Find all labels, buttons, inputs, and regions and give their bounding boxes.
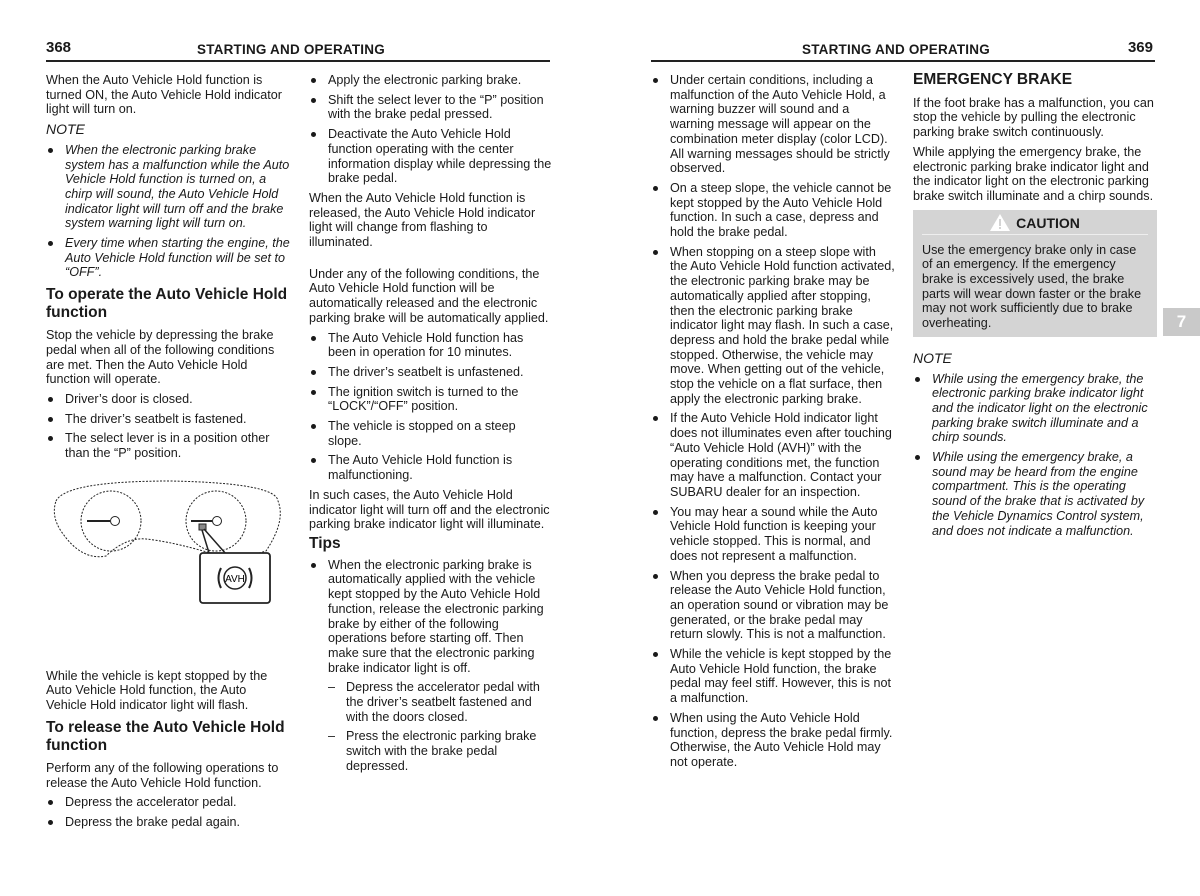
column-4 bbox=[913, 73, 1157, 543]
paragraph: While applying the emergency brake, the electronic parking brake indicator light and the indicator light on the electronic parking brake switch illuminate and a chirp sounds. bbox=[913, 144, 1154, 203]
paragraph: When the Auto Vehicle Hold function is released, the Auto Vehicle Hold indicator light will change from flashing to illuminated. bbox=[309, 190, 536, 250]
bullet-item: The driver’s seatbelt is fastened. bbox=[46, 412, 290, 427]
section-heading: EMERGENCY BRAKE bbox=[913, 71, 1073, 88]
bullet-item: When you depress the brake pedal to release the Auto Vehicle Hold function, an operation sound or vibration may be generated, or the brake pedal may return slowly. This is not a malfunction. bbox=[651, 569, 895, 643]
warning-icon bbox=[990, 214, 1010, 231]
bullet-item: The select lever is in a position other than the “P” position. bbox=[46, 431, 290, 460]
paragraph: When the Auto Vehicle Hold function is turned ON, the Auto Vehicle Hold indicator light will turn on. bbox=[46, 73, 282, 117]
caution-header bbox=[922, 214, 1148, 235]
chapter-title: STARTING AND OPERATING bbox=[802, 42, 990, 57]
bullet-item: The vehicle is stopped on a steep slope. bbox=[309, 419, 552, 448]
instrument-cluster-illustration bbox=[46, 471, 290, 649]
bullet-item: Apply the electronic parking brake. bbox=[309, 73, 552, 88]
bullet-item: Under certain conditions, including a malfunction of the Auto Vehicle Hold, a warning buzzer will sound and a warning message will appear on the combination meter display (color LCD). All warning messages should be strictly observed. bbox=[651, 73, 895, 176]
dash-item: – Press the electronic parking brake switch with the brake pedal depressed. bbox=[309, 729, 552, 773]
avh-icon-label: AVH bbox=[225, 573, 245, 585]
section-heading: To operate the Auto Vehicle Hold function bbox=[46, 286, 288, 322]
bullet-item: If the Auto Vehicle Hold indicator light does not illuminates even after touching “Auto Vehicle Hold (AVH)” with the operating conditions met, the function may have a malfunction. Contact your SUBARU dealer for an inspection. bbox=[651, 411, 895, 499]
bullet-item: Driver’s door is closed. bbox=[46, 392, 290, 407]
bullet-item: Depress the accelerator pedal. bbox=[46, 795, 290, 810]
tips-heading: Tips bbox=[309, 534, 341, 552]
spacer bbox=[309, 255, 552, 267]
avh-indicator-diagram bbox=[46, 471, 290, 649]
bullet-item: Shift the select lever to the “P” position with the brake pedal pressed. bbox=[309, 93, 552, 122]
page-number: 369 bbox=[1127, 39, 1153, 56]
note-label: NOTE bbox=[913, 349, 952, 366]
section-tab: 7 bbox=[1163, 308, 1200, 336]
dash-item: – Depress the accelerator pedal with the driver’s seatbelt fastened and with the doors closed. bbox=[309, 680, 552, 724]
column-3 bbox=[651, 73, 895, 775]
right-page-header bbox=[651, 38, 1155, 62]
note-bullet: While using the emergency brake, a sound may be heard from the engine compartment. This is the operating sound of the brake that is activated by the Vehicle Dynamics Control system, and does not indicate a malfunction. bbox=[913, 450, 1157, 538]
chapter-title: STARTING AND OPERATING bbox=[197, 42, 385, 57]
paragraph: Under any of the following conditions, the Auto Vehicle Hold function will be automatically released and the electronic parking brake will be automatically applied. bbox=[309, 266, 549, 325]
bullet-item: The ignition switch is turned to the “LOCK”/“OFF” position. bbox=[309, 385, 552, 414]
bullet-item: The driver’s seatbelt is unfastened. bbox=[309, 365, 552, 380]
column-2 bbox=[309, 73, 552, 779]
bullet-item: While the vehicle is kept stopped by the Auto Vehicle Hold function, the brake pedal may feel stiff. However, this is not a malfunction. bbox=[651, 647, 895, 706]
note-label: NOTE bbox=[46, 121, 85, 138]
bullet-item: You may hear a sound while the Auto Vehicle Hold function is keeping your vehicle stopped. This is normal, and does not represent a malfunction. bbox=[651, 505, 895, 564]
column-1 bbox=[46, 73, 290, 835]
paragraph: If the foot brake has a malfunction, you can stop the vehicle by pulling the electronic parking brake switch continuously. bbox=[913, 95, 1154, 140]
bullet-item: Depress the brake pedal again. bbox=[46, 815, 290, 830]
paragraph: Perform any of the following operations to release the Auto Vehicle Hold function. bbox=[46, 760, 279, 790]
left-page-header bbox=[46, 38, 550, 62]
caution-text: Use the emergency brake only in case of an emergency. If the emergency brake is excessively used, the brake parts will wear down faster or the brake may not work sufficiently due to brake overheating. bbox=[922, 242, 1142, 331]
page-number: 368 bbox=[46, 39, 72, 56]
note-bullet: When the electronic parking brake system has a malfunction while the Auto Vehicle Hold function is turned on, a chirp will sound, the Auto Vehicle Hold indicator light will turn off and the brake system warning light will turn on. bbox=[46, 143, 290, 231]
bullet-item: When stopping on a steep slope with the Auto Vehicle Hold function activated, the electronic parking brake may be automatically applied after stopping, then the electronic parking brake indicator light may flash. In such a case, depress and hold the brake pedal while stopped. Otherwise, the vehicle may move. When getting out of the vehicle, stop the vehicle on a flat surface, then apply the electronic parking brake. bbox=[651, 245, 895, 407]
paragraph: In such cases, the Auto Vehicle Hold indicator light will turn off and the electronic parking brake indicator light will illuminate. bbox=[309, 487, 550, 532]
bullet-item: When using the Auto Vehicle Hold function, depress the brake pedal firmly. Otherwise, the Auto Vehicle Hold may not operate. bbox=[651, 711, 895, 770]
paragraph: Stop the vehicle by depressing the brake pedal when all of the following conditions are met. Then the Auto Vehicle Hold function will operate. bbox=[46, 328, 275, 387]
bullet-item: Deactivate the Auto Vehicle Hold function operating with the center information display while depressing the brake pedal. bbox=[309, 127, 552, 186]
bullet-item: When the electronic parking brake is automatically applied with the vehicle kept stopped by the Auto Vehicle Hold function, release the electronic parking brake by either of the following operations before starting off. Then make sure that the electronic parking brake indicator light is off. bbox=[309, 558, 552, 676]
bullet-item: On a steep slope, the vehicle cannot be kept stopped by the Auto Vehicle Hold function. In such a case, depress and hold the brake pedal. bbox=[651, 181, 895, 240]
paragraph: While the vehicle is kept stopped by the Auto Vehicle Hold function, the Auto Vehicle Hold indicator light will flash. bbox=[46, 668, 268, 713]
note-bullet: While using the emergency brake, the electronic parking brake indicator light and the indicator light on the electronic parking brake switch illuminate and a chirp sounds. bbox=[913, 372, 1157, 446]
caution-box bbox=[913, 210, 1157, 337]
bullet-item: The Auto Vehicle Hold function is malfunctioning. bbox=[309, 453, 552, 482]
caution-title: CAUTION bbox=[1016, 214, 1080, 231]
note-bullet: Every time when starting the engine, the Auto Vehicle Hold function will be set to “OFF”. bbox=[46, 236, 290, 280]
bullet-item: The Auto Vehicle Hold function has been in operation for 10 minutes. bbox=[309, 331, 552, 360]
section-heading: To release the Auto Vehicle Hold function bbox=[46, 718, 285, 754]
